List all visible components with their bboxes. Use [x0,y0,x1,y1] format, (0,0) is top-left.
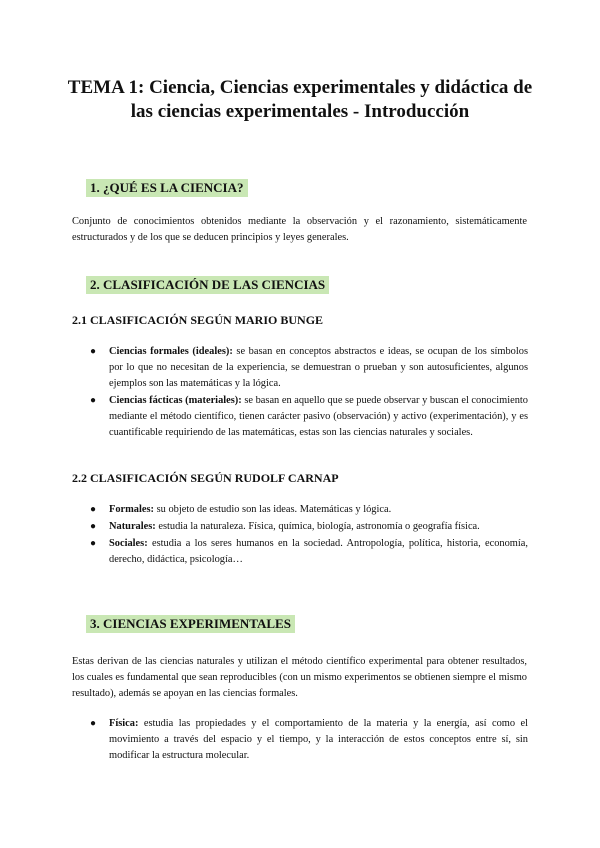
bullet-icon: ● [90,718,97,729]
section-heading-ciencias-experimentales [86,614,295,634]
bullet-icon: ● [90,521,97,532]
bullet-icon: ● [90,538,97,549]
list-item-term: Ciencias fácticas (materiales): [109,395,242,406]
list-item-text: estudia las propiedades y el comportamiento de la materia y la energía, así como el movimiento a través del espacio y el tiempo, y la interacción de estos conceptos entre sí, sin modificar la estructura molecular. [109,718,528,761]
subsection-heading-mario-bunge: 2.1 CLASIFICACIÓN SEGÚN MARIO BUNGE [72,313,324,327]
list-item-text: estudia la naturaleza. Física, química, biología, astronomía o geografía física. [155,521,480,532]
list-ciencias-experimentales [72,716,528,765]
list-item-term: Física: [109,718,139,729]
list-item [72,502,528,518]
list-item [72,519,528,535]
list-item-term: Naturales: [109,521,156,532]
heading-highlight: 1. ¿QUÉ ES LA CIENCIA? [86,179,248,197]
paragraph-ciencias-experimentales: Estas derivan de las ciencias naturales y utilizan el método científico experimental para obtener resultados, los cuales es fundamental que sean reproducibles (con un mismo experimentos se obtienen siempre el mismo resultado), además se apoyan en las ciencias formales. [72,656,527,699]
heading-highlight: 3. CIENCIAS EXPERIMENTALES [86,615,295,633]
section-heading-clasificacion [86,275,329,295]
list-item-term: Sociales: [109,538,148,549]
section-heading-que-es-la-ciencia [86,178,248,198]
list-item [72,716,528,764]
list-item [72,393,528,441]
list-item-text: se basan en aquello que se puede observar y buscan el conocimiento mediante el método científico, tienen carácter pasivo (observación) y activo (experimentación), y es cuantificable requiriendo de las matemáticas, estas son las ciencias naturales y sociales. [109,395,528,438]
list-item-text: se basan en conceptos abstractos e ideas, se ocupan de los símbolos por lo que no necesitan de la experiencia, se demuestran o prueban y son autosuficientes, algunos ejemplos son las matemáticas y la lógica. [109,346,528,389]
bullet-icon: ● [90,395,97,406]
subsection-heading-rudolf-carnap: 2.2 CLASIFICACIÓN SEGÚN RUDOLF CARNAP [72,471,339,485]
list-carnap [72,502,528,569]
bullet-icon: ● [90,346,97,357]
list-item [72,344,528,392]
list-item-text: su objeto de estudio son las ideas. Matemáticas y lógica. [154,504,392,515]
list-bunge [72,344,528,442]
list-item [72,536,528,568]
bullet-icon: ● [90,504,97,515]
list-item-text: estudia a los seres humanos en la sociedad. Antropología, política, historia, economía, derecho, didáctica, psicología… [109,538,528,565]
list-item-term: Formales: [109,504,155,515]
paragraph-definicion-ciencia: Conjunto de conocimientos obtenidos mediante la observación y el razonamiento, sistemáticamente estructurados y de los que se deducen principios y leyes generales. [72,216,527,243]
document-title: TEMA 1: Ciencia, Ciencias experimentales y didáctica de las ciencias experimentales - Introducción [67,77,533,122]
list-item-term: Ciencias formales (ideales): [109,346,233,357]
heading-highlight: 2. CLASIFICACIÓN DE LAS CIENCIAS [86,276,329,294]
